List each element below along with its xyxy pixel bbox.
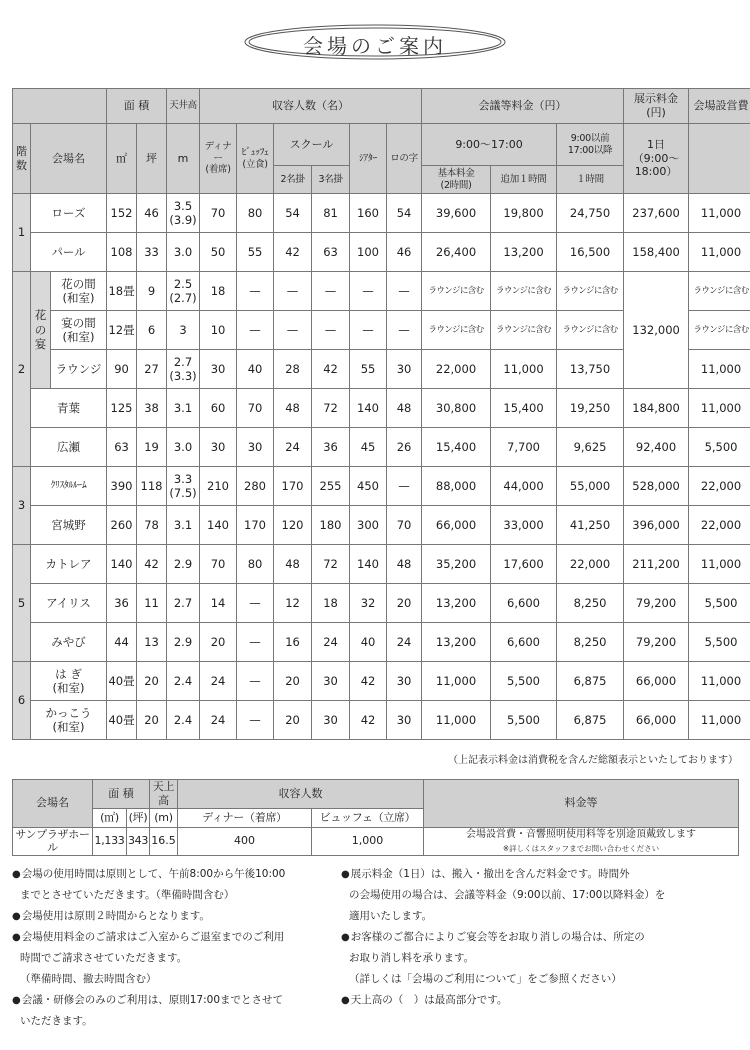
cell-theater: 32 — [350, 584, 387, 623]
cell-exhibit: 211,200 — [624, 545, 689, 584]
header-name: 会場名 — [31, 124, 107, 194]
header-sqm: ㎡ — [107, 124, 137, 194]
sub-cell-dinner: 400 — [178, 827, 312, 856]
cell-ceiling: 3.0 — [167, 428, 200, 467]
cell-tsubo: 20 — [137, 701, 167, 740]
cell-extra: 11,000 — [491, 350, 557, 389]
cell-hour: 22,000 — [557, 545, 624, 584]
cell-sqm: 40畳 — [107, 701, 137, 740]
cell-basic: 35,200 — [422, 545, 491, 584]
cell-sqm: 12畳 — [107, 311, 137, 350]
header-setup-blank — [689, 124, 750, 194]
sub-header-ceiling: 天上高 — [150, 780, 178, 809]
cell-tsubo: 19 — [137, 428, 167, 467]
cell-dinner: 140 — [200, 506, 237, 545]
cell-buffet: — — [237, 623, 274, 662]
header-dinner: ディナー (着席) — [200, 124, 237, 194]
note-line: （詳しくは「会場のご利用について」をご参照ください） — [349, 973, 622, 985]
cell-school-2: 24 — [274, 428, 312, 467]
cell-ceiling: 2.4 — [167, 701, 200, 740]
cell-theater: 140 — [350, 389, 387, 428]
cell-school-3: — — [312, 272, 350, 311]
fee-note: ※詳しくはスタッフまでお問い合わせください — [502, 844, 660, 854]
cell-exhibit: 237,600 — [624, 194, 689, 233]
header-exhibit: 展示料金 (円) — [624, 89, 689, 124]
header-one-hour: １時間 — [557, 166, 624, 194]
cell-u-shape: 20 — [387, 584, 422, 623]
cell-exhibit: 66,000 — [624, 701, 689, 740]
cell-u-shape: 70 — [387, 506, 422, 545]
venue-name: ラウンジ — [51, 350, 107, 389]
header-ceiling: 天井高 — [167, 89, 200, 124]
header-extra-hour: 追加１時間 — [491, 166, 557, 194]
cell-school-3: 24 — [312, 623, 350, 662]
cell-buffet: 70 — [237, 389, 274, 428]
cell-extra: ラウンジに含む — [491, 311, 557, 350]
cell-ceiling: 2.4 — [167, 662, 200, 701]
table-row — [13, 233, 750, 272]
note-line: ● 会場使用料金のご請求はご入室からご退室までのご利用 — [12, 927, 342, 948]
cell-school-3: 180 — [312, 506, 350, 545]
cell-school-3: 36 — [312, 428, 350, 467]
cell-extra: 44,000 — [491, 467, 557, 506]
venue-name: かっこう (和室) — [31, 701, 107, 740]
cell-school-2: 48 — [274, 389, 312, 428]
cell-buffet: — — [237, 701, 274, 740]
cell-setup: 11,000 — [689, 662, 750, 701]
cell-school-2: 54 — [274, 194, 312, 233]
sub-header-fee: 料金等 — [424, 780, 739, 828]
note-line: 時間でご請求させていただきます。 — [20, 952, 188, 964]
cell-setup: 11,000 — [689, 194, 750, 233]
cell-ceiling: 2.7 — [167, 584, 200, 623]
cell-tsubo: 33 — [137, 233, 167, 272]
cell-setup: 11,000 — [689, 350, 750, 389]
cell-buffet: — — [237, 272, 274, 311]
cell-ceiling: 3.1 — [167, 389, 200, 428]
note-line: ● お客様のご都合によりご宴会等をお取り消しの場合は、所定の — [341, 927, 741, 948]
cell-extra: 7,700 — [491, 428, 557, 467]
cell-tsubo: 38 — [137, 389, 167, 428]
note-line: お取り消し料を承ります。 — [349, 952, 475, 964]
cell-sqm: 152 — [107, 194, 137, 233]
cell-basic: ラウンジに含む — [422, 272, 491, 311]
cell-school-2: 12 — [274, 584, 312, 623]
cell-theater: 42 — [350, 701, 387, 740]
cell-setup: 11,000 — [689, 233, 750, 272]
cell-school-3: 18 — [312, 584, 350, 623]
venue-name: カトレア — [31, 545, 107, 584]
header-school-2: 2名掛 — [274, 166, 312, 194]
cell-basic: ラウンジに含む — [422, 311, 491, 350]
cell-extra: 6,600 — [491, 623, 557, 662]
cell-school-2: 20 — [274, 701, 312, 740]
cell-basic: 11,000 — [422, 701, 491, 740]
sub-cell-fee — [424, 827, 739, 856]
cell-setup: ラウンジに含む — [689, 311, 750, 350]
sub-header-dinner: ディナー（着席） — [178, 808, 312, 827]
cell-theater: 100 — [350, 233, 387, 272]
table-row — [13, 389, 750, 428]
notes-right — [341, 864, 741, 1011]
cell-hour: 16,500 — [557, 233, 624, 272]
cell-theater: 45 — [350, 428, 387, 467]
cell-hour: ラウンジに含む — [557, 272, 624, 311]
cell-buffet: 30 — [237, 428, 274, 467]
cell-sqm: 260 — [107, 506, 137, 545]
table-row — [13, 506, 750, 545]
cell-tsubo: 20 — [137, 662, 167, 701]
floor-label: 5 — [13, 545, 31, 662]
venue-name: 広瀬 — [31, 428, 107, 467]
cell-setup: 11,000 — [689, 701, 750, 740]
cell-setup: 5,500 — [689, 428, 750, 467]
table-row — [13, 827, 739, 856]
header-school-3: 3名掛 — [312, 166, 350, 194]
cell-ceiling: 3.5 (3.9) — [167, 194, 200, 233]
venue-name: パール — [31, 233, 107, 272]
sub-cell-tsubo: 343 — [127, 827, 150, 856]
cell-tsubo: 11 — [137, 584, 167, 623]
cell-hour: 19,250 — [557, 389, 624, 428]
cell-ceiling: 3.3 (7.5) — [167, 467, 200, 506]
cell-u-shape: 30 — [387, 701, 422, 740]
cell-theater: 160 — [350, 194, 387, 233]
cell-setup: 5,500 — [689, 584, 750, 623]
cell-basic: 30,800 — [422, 389, 491, 428]
header-row-2 — [13, 124, 750, 166]
floor-label: 2 — [13, 272, 31, 467]
cell-tsubo: 9 — [137, 272, 167, 311]
sub-header-sqm: (㎡) — [93, 808, 127, 827]
sub-header-name: 会場名 — [13, 780, 93, 828]
header-school: スクール — [274, 124, 350, 166]
cell-theater: 55 — [350, 350, 387, 389]
cell-theater: 450 — [350, 467, 387, 506]
header-basic-fee: 基本料金 (2時間) — [422, 166, 491, 194]
cell-school-2: — — [274, 311, 312, 350]
venue-name: 花の間 (和室) — [51, 272, 107, 311]
header-time-day: 9:00〜17:00 — [422, 124, 557, 166]
cell-sqm: 36 — [107, 584, 137, 623]
notes-left — [12, 864, 342, 1032]
cell-dinner: 50 — [200, 233, 237, 272]
cell-extra: 17,600 — [491, 545, 557, 584]
cell-hour: 24,750 — [557, 194, 624, 233]
cell-hour: 8,250 — [557, 623, 624, 662]
cell-dinner: 60 — [200, 389, 237, 428]
venue-name: みやび — [31, 623, 107, 662]
cell-extra: 33,000 — [491, 506, 557, 545]
cell-setup: 5,500 — [689, 623, 750, 662]
header-time-offhours: 9:00以前 17:00以降 — [557, 124, 624, 166]
cell-buffet: 170 — [237, 506, 274, 545]
cell-u-shape: 30 — [387, 662, 422, 701]
cell-school-2: — — [274, 272, 312, 311]
cell-dinner: 20 — [200, 623, 237, 662]
cell-exhibit: 79,200 — [624, 584, 689, 623]
sub-cell-buffet: 1,000 — [312, 827, 424, 856]
header-exhibit-time: 1日 （9:00〜 18:00） — [624, 124, 689, 194]
fee-text: 会場設営費・音響照明使用料等を別途頂戴致します — [466, 828, 696, 840]
cell-exhibit: 158,400 — [624, 233, 689, 272]
cell-hour: 8,250 — [557, 584, 624, 623]
header-row-1 — [13, 89, 750, 124]
header-buffet: ﾋﾞｭｯﾌｪ (立食) — [237, 124, 274, 194]
cell-school-3: 72 — [312, 545, 350, 584]
venue-table — [12, 88, 750, 740]
table-row — [13, 428, 750, 467]
cell-school-2: 42 — [274, 233, 312, 272]
cell-tsubo: 13 — [137, 623, 167, 662]
cell-theater: 40 — [350, 623, 387, 662]
cell-sqm: 63 — [107, 428, 137, 467]
header-blank — [13, 89, 107, 124]
cell-sqm: 40畳 — [107, 662, 137, 701]
sub-cell-ceiling: 16.5 — [150, 827, 178, 856]
cell-sqm: 140 — [107, 545, 137, 584]
table-row — [13, 194, 750, 233]
cell-basic: 15,400 — [422, 428, 491, 467]
tax-note: （上記表示料金は消費税を含んだ総額表示といたしております） — [448, 755, 738, 766]
note-line: までとさせていただきます。（準備時間含む） — [20, 889, 235, 901]
sub-header-meter: (m) — [150, 808, 178, 827]
cell-hour: 9,625 — [557, 428, 624, 467]
cell-school-2: 120 — [274, 506, 312, 545]
cell-setup: 11,000 — [689, 389, 750, 428]
cell-u-shape: — — [387, 311, 422, 350]
page-title-banner — [0, 22, 750, 62]
sub-header-buffet: ビュッフェ（立席） — [312, 808, 424, 827]
note-line: （準備時間、撤去時間含む） — [20, 973, 157, 985]
cell-school-3: 63 — [312, 233, 350, 272]
cell-exhibit: 92,400 — [624, 428, 689, 467]
cell-u-shape: 48 — [387, 389, 422, 428]
cell-ceiling: 3.0 — [167, 233, 200, 272]
cell-setup: 22,000 — [689, 506, 750, 545]
page-title: 会場のご案内 — [303, 34, 447, 58]
cell-school-2: 170 — [274, 467, 312, 506]
cell-hour: 13,750 — [557, 350, 624, 389]
cell-hour: 6,875 — [557, 662, 624, 701]
header-setup: 会場設営費 — [689, 89, 750, 124]
cell-dinner: 210 — [200, 467, 237, 506]
cell-dinner: 30 — [200, 350, 237, 389]
note-line: の会場使用の場合は、会議等料金（9:00以前、17:00以降料金）を — [349, 889, 666, 901]
venue-name: は ぎ (和室) — [31, 662, 107, 701]
venue-name: 宴の間 (和室) — [51, 311, 107, 350]
cell-dinner: 24 — [200, 701, 237, 740]
cell-school-3: 72 — [312, 389, 350, 428]
cell-u-shape: 24 — [387, 623, 422, 662]
cell-ceiling: 2.9 — [167, 545, 200, 584]
cell-tsubo: 6 — [137, 311, 167, 350]
cell-exhibit: 528,000 — [624, 467, 689, 506]
cell-basic: 26,400 — [422, 233, 491, 272]
cell-theater: 140 — [350, 545, 387, 584]
cell-basic: 22,000 — [422, 350, 491, 389]
table-row — [13, 467, 750, 506]
cell-school-2: 20 — [274, 662, 312, 701]
cell-basic: 13,200 — [422, 584, 491, 623]
sub-header-capacity: 収容人数 — [178, 780, 424, 809]
cell-extra: 13,200 — [491, 233, 557, 272]
header-floor: 階 数 — [13, 124, 31, 194]
cell-exhibit: 66,000 — [624, 662, 689, 701]
cell-sqm: 18畳 — [107, 272, 137, 311]
cell-basic: 13,200 — [422, 623, 491, 662]
cell-extra: 6,600 — [491, 584, 557, 623]
cell-school-3: 42 — [312, 350, 350, 389]
note-line: ● 会場の使用時間は原則として、午前8:00から午後10:00 — [12, 864, 342, 885]
cell-theater: — — [350, 311, 387, 350]
cell-dinner: 24 — [200, 662, 237, 701]
cell-sqm: 390 — [107, 467, 137, 506]
cell-school-2: 48 — [274, 545, 312, 584]
note-line: いただきます。 — [20, 1015, 93, 1027]
cell-ceiling: 3 — [167, 311, 200, 350]
table-row — [13, 272, 750, 311]
cell-sqm: 125 — [107, 389, 137, 428]
cell-basic: 88,000 — [422, 467, 491, 506]
cell-buffet: 55 — [237, 233, 274, 272]
cell-buffet: — — [237, 662, 274, 701]
header-tsubo: 坪 — [137, 124, 167, 194]
cell-hour: 6,875 — [557, 701, 624, 740]
venue-name: 青葉 — [31, 389, 107, 428]
table-row — [13, 701, 750, 740]
cell-buffet: — — [237, 584, 274, 623]
cell-hour: 55,000 — [557, 467, 624, 506]
venue-name: アイリス — [31, 584, 107, 623]
table-row — [13, 623, 750, 662]
group-label-hanano-utage: 花 の 宴 — [31, 272, 51, 389]
note-line: ● 会議・研修会のみのご利用は、原則17:00までとさせて — [12, 990, 342, 1011]
cell-sqm: 44 — [107, 623, 137, 662]
cell-sqm: 108 — [107, 233, 137, 272]
cell-ceiling: 2.7 (3.3) — [167, 350, 200, 389]
cell-extra: 5,500 — [491, 701, 557, 740]
cell-exhibit-merged: 132,000 — [624, 272, 689, 389]
cell-ceiling: 2.9 — [167, 623, 200, 662]
venue-name: 宮城野 — [31, 506, 107, 545]
floor-label: 6 — [13, 662, 31, 740]
cell-buffet: 280 — [237, 467, 274, 506]
cell-exhibit: 184,800 — [624, 389, 689, 428]
cell-buffet: 80 — [237, 545, 274, 584]
note-line: 適用いたします。 — [349, 910, 433, 922]
note-line: ● 展示料金（1日）は、搬入・撤出を含んだ料金です。時間外 — [341, 864, 741, 885]
cell-school-3: 255 — [312, 467, 350, 506]
cell-extra: 5,500 — [491, 662, 557, 701]
floor-label: 1 — [13, 194, 31, 272]
cell-u-shape: — — [387, 272, 422, 311]
venue-name: ｸﾘｽﾀﾙﾙｰﾑ — [31, 467, 107, 506]
cell-u-shape: 48 — [387, 545, 422, 584]
sub-header-area: 面 積 — [93, 780, 150, 809]
sub-header-tsubo: (坪) — [127, 808, 150, 827]
header-area: 面 積 — [107, 89, 167, 124]
cell-tsubo: 27 — [137, 350, 167, 389]
header-fee: 会議等料金（円） — [422, 89, 624, 124]
cell-buffet: — — [237, 311, 274, 350]
cell-setup: 11,000 — [689, 545, 750, 584]
note-line: ● 会場使用は原則２時間からとなります。 — [12, 906, 342, 927]
cell-school-3: 81 — [312, 194, 350, 233]
cell-u-shape: 30 — [387, 350, 422, 389]
cell-school-3: 30 — [312, 662, 350, 701]
cell-basic: 11,000 — [422, 662, 491, 701]
cell-hour: ラウンジに含む — [557, 311, 624, 350]
cell-theater: 42 — [350, 662, 387, 701]
cell-tsubo: 78 — [137, 506, 167, 545]
cell-dinner: 30 — [200, 428, 237, 467]
cell-setup: ラウンジに含む — [689, 272, 750, 311]
cell-school-2: 28 — [274, 350, 312, 389]
cell-dinner: 14 — [200, 584, 237, 623]
header-meter: m — [167, 124, 200, 194]
cell-dinner: 18 — [200, 272, 237, 311]
cell-school-2: 16 — [274, 623, 312, 662]
cell-theater: 300 — [350, 506, 387, 545]
venue-name: ローズ — [31, 194, 107, 233]
cell-tsubo: 42 — [137, 545, 167, 584]
floor-label: 3 — [13, 467, 31, 545]
cell-extra: 15,400 — [491, 389, 557, 428]
cell-tsubo: 46 — [137, 194, 167, 233]
sunplaza-hall-table — [12, 779, 739, 856]
cell-u-shape: 54 — [387, 194, 422, 233]
cell-school-3: — — [312, 311, 350, 350]
cell-theater: — — [350, 272, 387, 311]
cell-basic: 39,600 — [422, 194, 491, 233]
header-theater: ｼｱﾀｰ — [350, 124, 387, 194]
sub-venue-name: サンプラザホール — [13, 827, 93, 856]
cell-basic: 66,000 — [422, 506, 491, 545]
cell-extra: 19,800 — [491, 194, 557, 233]
cell-dinner: 70 — [200, 194, 237, 233]
cell-buffet: 80 — [237, 194, 274, 233]
cell-exhibit: 396,000 — [624, 506, 689, 545]
cell-extra: ラウンジに含む — [491, 272, 557, 311]
sub-cell-sqm: 1,133 — [93, 827, 127, 856]
header-capacity: 収容人数（名） — [200, 89, 422, 124]
cell-school-3: 30 — [312, 701, 350, 740]
cell-ceiling: 3.1 — [167, 506, 200, 545]
table-row — [13, 584, 750, 623]
cell-sqm: 90 — [107, 350, 137, 389]
cell-buffet: 40 — [237, 350, 274, 389]
table-row — [13, 545, 750, 584]
cell-u-shape: 46 — [387, 233, 422, 272]
note-line: ● 天上高の（ ）は最高部分です。 — [341, 990, 741, 1011]
table-row — [13, 662, 750, 701]
cell-setup: 22,000 — [689, 467, 750, 506]
cell-dinner: 10 — [200, 311, 237, 350]
cell-dinner: 70 — [200, 545, 237, 584]
cell-ceiling: 2.5 (2.7) — [167, 272, 200, 311]
cell-tsubo: 118 — [137, 467, 167, 506]
cell-hour: 41,250 — [557, 506, 624, 545]
cell-exhibit: 79,200 — [624, 623, 689, 662]
cell-u-shape: — — [387, 467, 422, 506]
header-u-shape: ロの字 — [387, 124, 422, 194]
cell-u-shape: 26 — [387, 428, 422, 467]
